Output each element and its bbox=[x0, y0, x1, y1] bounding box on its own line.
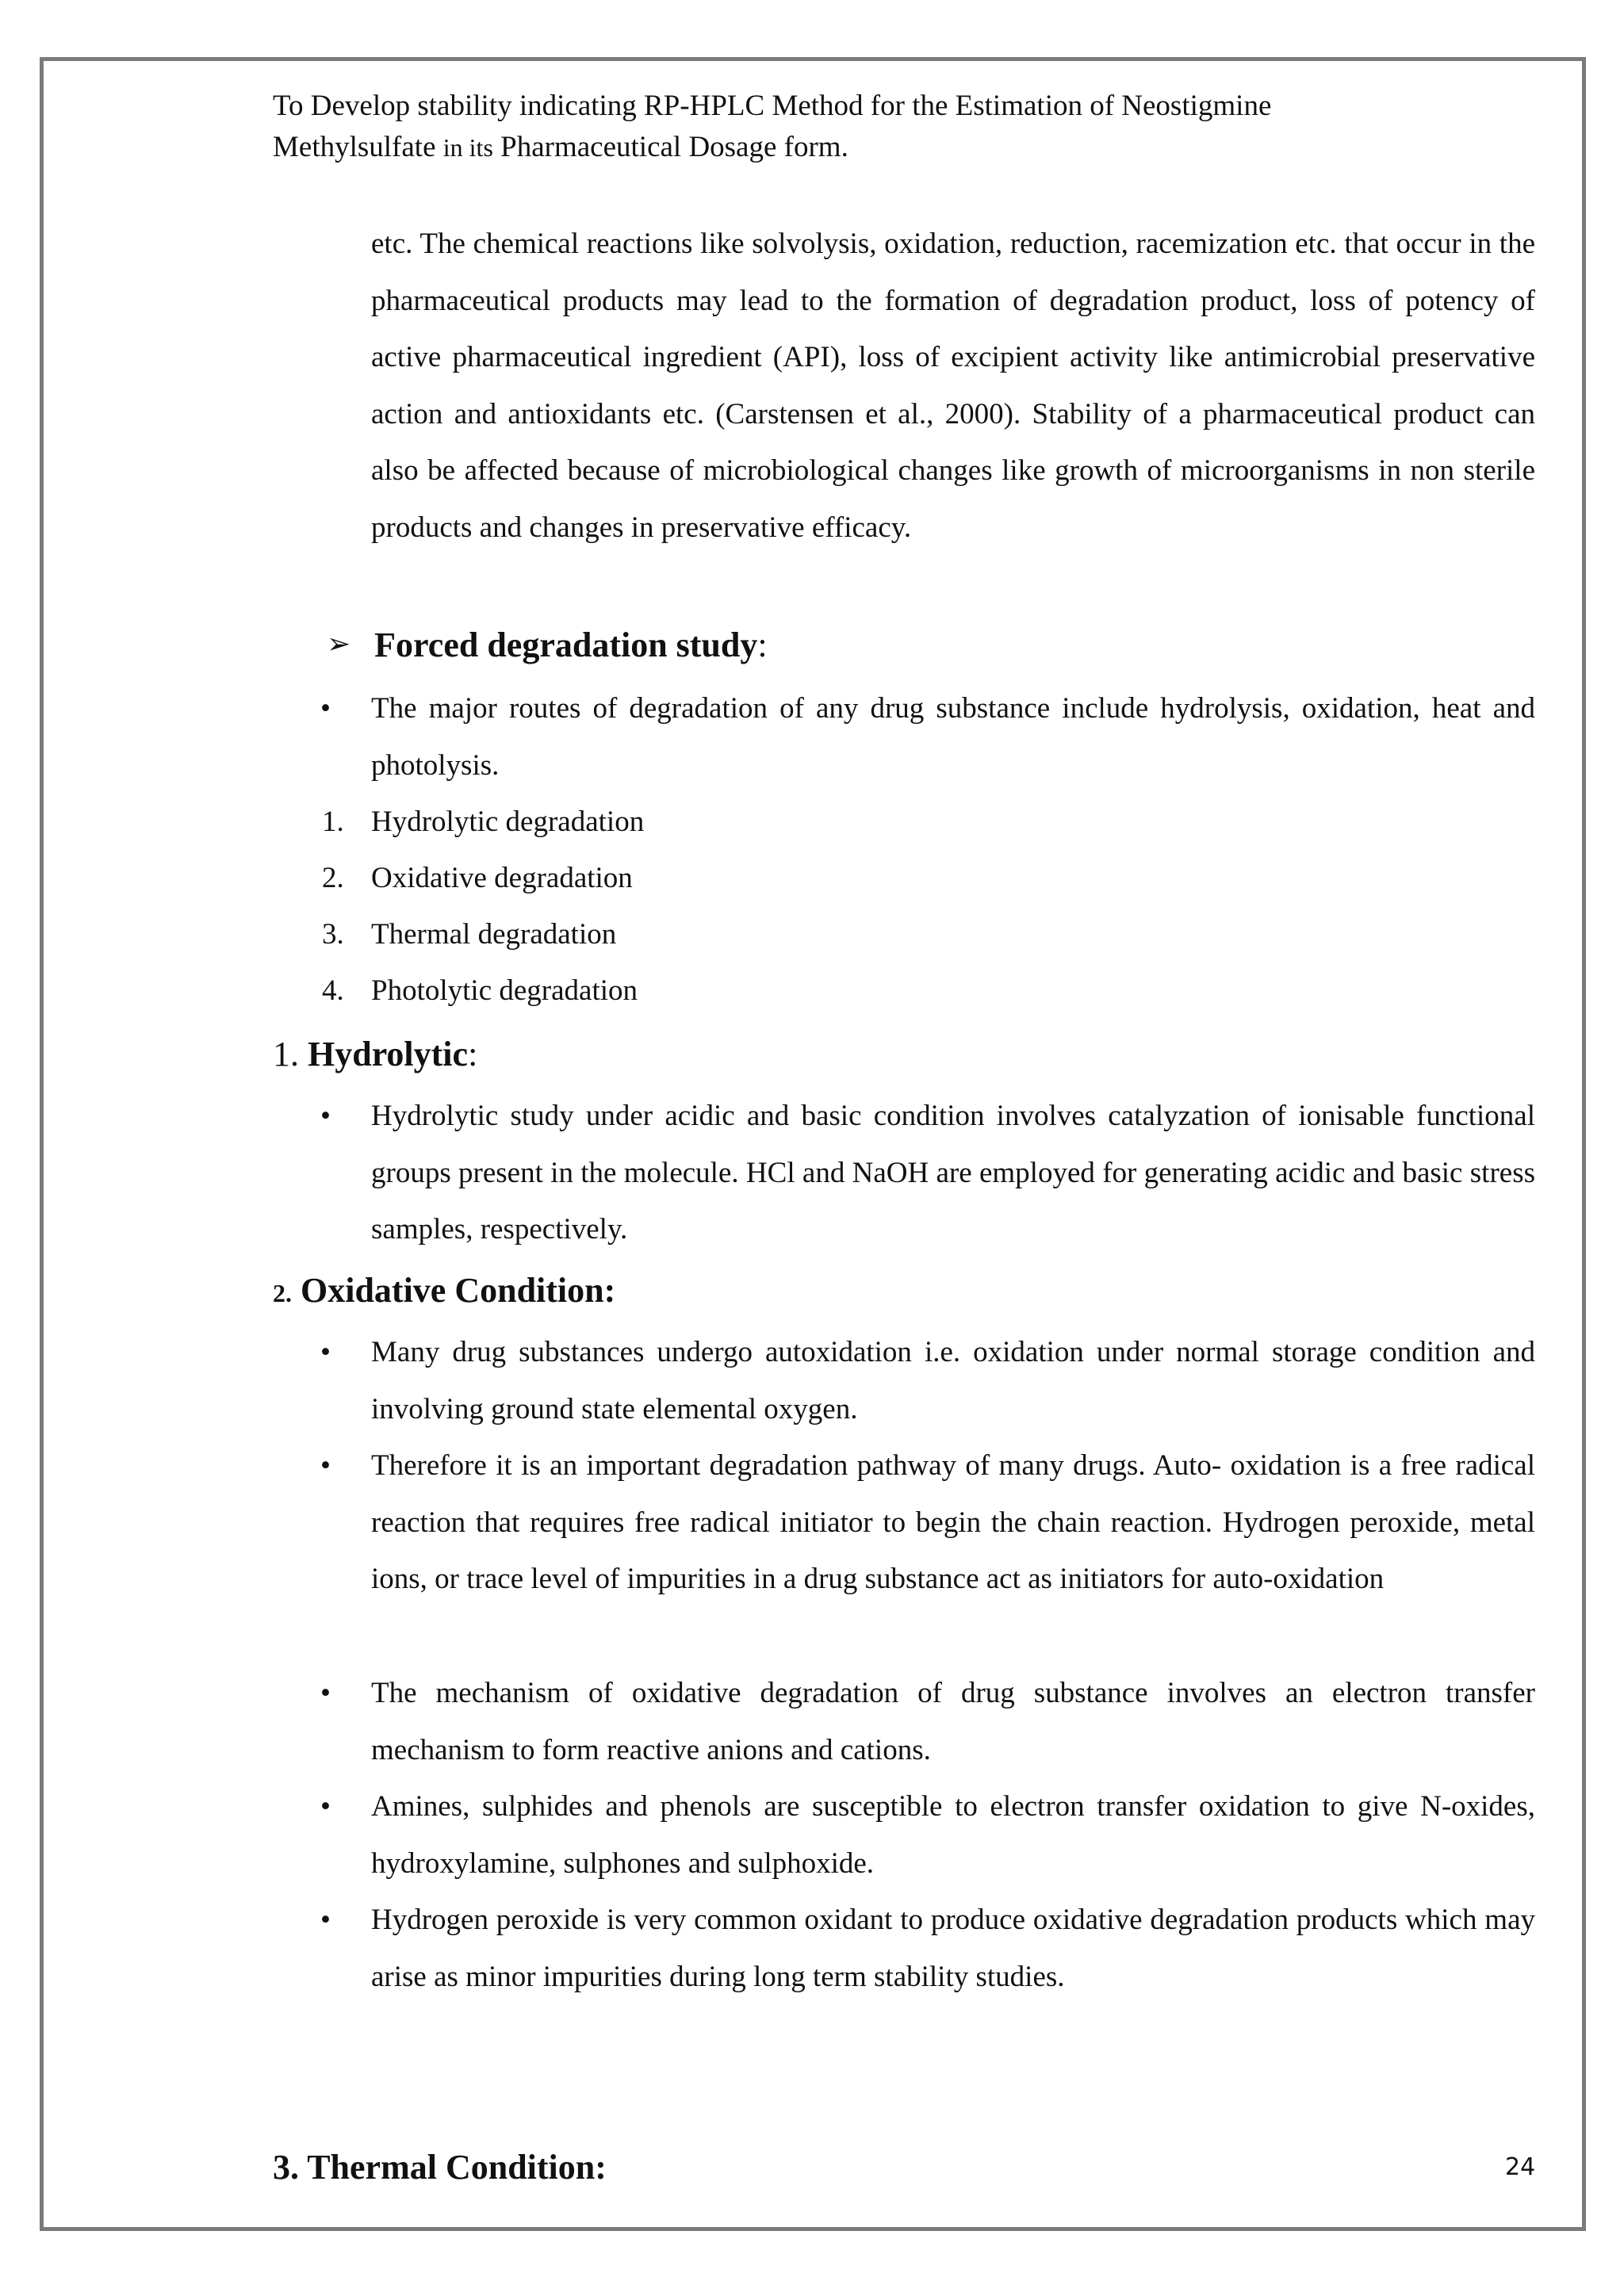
bullet-icon: • bbox=[320, 1336, 331, 1368]
list-item bbox=[320, 1778, 1535, 1892]
bullet-icon: • bbox=[320, 1449, 331, 1482]
list-item bbox=[320, 680, 1535, 794]
bullet-icon: • bbox=[320, 1677, 331, 1709]
list-item-text: Many drug substances undergo autoxidation i.e. oxidation under normal storage condition and involving ground state elemental oxygen. bbox=[371, 1336, 1535, 1425]
bullet-icon: • bbox=[320, 1790, 331, 1823]
bullet-icon: • bbox=[320, 1100, 331, 1132]
header-line-2-part-a: Methylsulfate bbox=[273, 131, 436, 163]
list-item bbox=[320, 1088, 1535, 1258]
list-item-text: Therefore it is an important degradation pathway of many drugs. Auto- oxidation is a free radical reaction that requires free radical initiator to begin the chain reaction. Hydrogen peroxide, metal ions, or trace level of impurities in a drug substance act as initiators for auto-oxidation bbox=[371, 1449, 1535, 1595]
list-item-text: Hydrogen peroxide is very common oxidant to produce oxidative degradation products which may arise as minor impurities during long term stability studies. bbox=[371, 1904, 1535, 1993]
hydrolytic-heading bbox=[273, 1031, 477, 1078]
list-number: 4. bbox=[322, 974, 344, 1007]
thermal-title: 3. Thermal Condition: bbox=[273, 2148, 607, 2187]
list-item bbox=[320, 1437, 1535, 1608]
list-item-text: Amines, sulphides and phenols are susceptible to electron transfer oxidation to give N-oxides, hydroxylamine, sulphones and sulphoxide. bbox=[371, 1790, 1535, 1880]
forced-degradation-title: Forced degradation study bbox=[374, 626, 758, 664]
list-item-text: Thermal degradation bbox=[371, 918, 617, 951]
bullet-icon: • bbox=[320, 692, 331, 725]
list-item bbox=[320, 1892, 1535, 2005]
header-line-1: To Develop stability indicating RP-HPLC Method for the Estimation of Neostigmine bbox=[273, 90, 1272, 122]
header-line-2-part-c: Pharmaceutical Dosage form. bbox=[500, 131, 848, 163]
bullet-icon: • bbox=[320, 1904, 331, 1936]
arrow-bullet-icon: ➢ bbox=[327, 628, 351, 660]
list-number: 1. bbox=[322, 806, 344, 838]
list-item bbox=[322, 794, 1535, 851]
list-item bbox=[320, 1324, 1535, 1437]
list-item-text: Hydrolytic study under acidic and basic condition involves catalyzation of ionisable functional groups present in the molecule. HCl and NaOH are employed for generating acidic and basic stress samples, respectively. bbox=[371, 1100, 1535, 1246]
hydrolytic-number: 1. bbox=[273, 1035, 299, 1073]
list-item-text: Photolytic degradation bbox=[371, 974, 638, 1007]
hydrolytic-title: Hydrolytic bbox=[308, 1035, 469, 1073]
forced-degradation-heading bbox=[327, 622, 768, 672]
list-number: 3. bbox=[322, 918, 344, 951]
oxidative-heading bbox=[273, 1267, 615, 1317]
list-item bbox=[322, 906, 1535, 963]
oxidative-number: 2. bbox=[273, 1279, 292, 1307]
list-number: 2. bbox=[322, 862, 344, 894]
forced-degradation-colon: : bbox=[757, 626, 768, 664]
list-item-text: Oxidative degradation bbox=[371, 862, 633, 894]
header-line-2 bbox=[273, 127, 1462, 168]
running-header bbox=[273, 86, 1462, 168]
intro-paragraph: etc. The chemical reactions like solvolysis, oxidation, reduction, racemization etc. that occur in the pharmaceutical products may lead to the formation of degradation product, loss of potency of active pharmaceutical ingredient (API), loss of excipient activity like antimicrobial preservative action and antioxidants etc. (Carstensen et al., 2000). Stability of a pharmaceutical product can also be affected because of microbiological changes like growth of microorganisms in non sterile products and changes in preservative efficacy. bbox=[371, 228, 1535, 544]
hydrolytic-colon: : bbox=[468, 1035, 478, 1073]
list-item-text: Hydrolytic degradation bbox=[371, 806, 645, 838]
list-item-text: The mechanism of oxidative degradation of drug substance involves an electron transfer mechanism to form reactive anions and cations. bbox=[371, 1677, 1535, 1766]
oxidative-title: Oxidative Condition: bbox=[301, 1271, 616, 1310]
list-item bbox=[322, 962, 1535, 1020]
page-number: 24 bbox=[1505, 2153, 1536, 2181]
list-item bbox=[320, 1665, 1535, 1778]
list-item bbox=[322, 850, 1535, 907]
header-line-2-part-b: in its bbox=[442, 133, 493, 162]
thermal-heading bbox=[273, 2144, 607, 2191]
list-item-text: The major routes of degradation of any drug substance include hydrolysis, oxidation, heat and photolysis. bbox=[371, 692, 1535, 782]
